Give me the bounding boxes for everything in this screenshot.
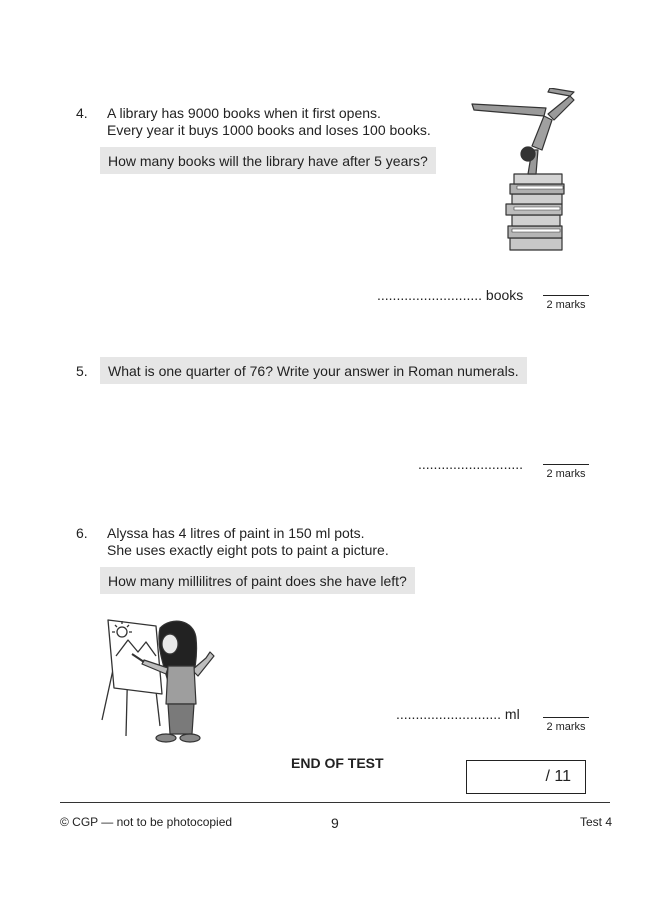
girl-painting-illustration xyxy=(98,616,218,744)
question-4-answer-unit: books xyxy=(485,287,524,303)
question-6-answer-blank[interactable]: ........................... xyxy=(396,706,502,722)
question-4-line-1: A library has 9000 books when it first opens. xyxy=(107,105,381,121)
question-4-marks-label: 2 marks xyxy=(546,299,586,311)
question-6-marks-label: 2 marks xyxy=(546,721,586,733)
question-6-answer-unit: ml xyxy=(504,706,520,722)
question-4-marks xyxy=(543,295,589,311)
question-6-line-1: Alyssa has 4 litres of paint in 150 ml pots. xyxy=(107,525,365,541)
question-4-number: 4. xyxy=(76,105,88,121)
question-6-marks xyxy=(543,717,589,733)
question-4-prompt: How many books will the library have after 5 years? xyxy=(100,147,436,174)
question-6-text xyxy=(107,525,389,559)
question-5-number: 5. xyxy=(76,363,88,379)
question-6-prompt: How many millilitres of paint does she have left? xyxy=(100,567,415,594)
question-5-prompt: What is one quarter of 76? Write your answer in Roman numerals. xyxy=(100,357,527,384)
question-4-line-2: Every year it buys 1000 books and loses 100 books. xyxy=(107,122,431,138)
question-5-marks xyxy=(543,464,589,480)
question-4-answer-blank[interactable]: ........................... xyxy=(377,287,483,303)
question-6-marks-line xyxy=(543,717,589,718)
footer-divider xyxy=(60,802,610,803)
question-4-answer xyxy=(377,287,523,303)
end-of-test-label: END OF TEST xyxy=(291,755,384,771)
footer-page-number: 9 xyxy=(331,815,339,831)
score-total: / 11 xyxy=(545,768,571,785)
gymnast-on-books-illustration xyxy=(462,88,587,263)
question-5-answer-blank[interactable]: ........................... xyxy=(418,456,524,472)
question-5-answer xyxy=(418,456,523,472)
question-5-marks-label: 2 marks xyxy=(546,468,586,480)
question-6-answer xyxy=(396,706,520,722)
question-6-number: 6. xyxy=(76,525,88,541)
question-5-marks-line xyxy=(543,464,589,465)
footer-copyright: © CGP — not to be photocopied xyxy=(60,815,233,829)
score-box[interactable] xyxy=(466,760,586,794)
question-4-text xyxy=(107,105,431,139)
question-4-marks-line xyxy=(543,295,589,296)
question-6-line-2: She uses exactly eight pots to paint a picture. xyxy=(107,542,389,558)
footer-test-label: Test 4 xyxy=(580,815,613,829)
